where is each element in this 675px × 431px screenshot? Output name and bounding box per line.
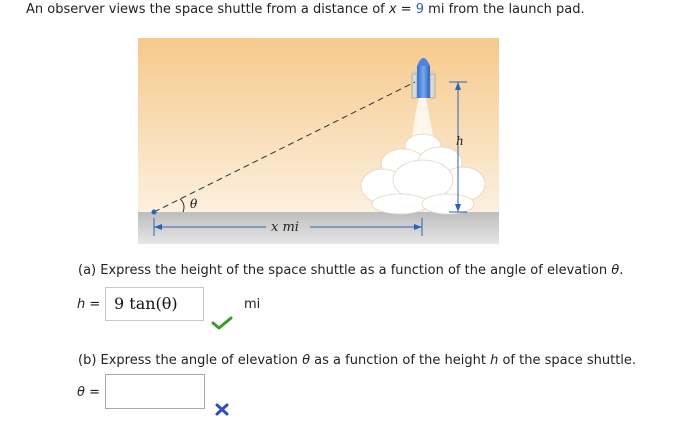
part-a-unit: mi [244,297,261,312]
part-b-answer-eq: = [84,385,100,400]
problem-suffix: mi from the launch pad. [424,2,585,17]
part-b-suffix: of the space shuttle. [498,353,637,368]
distance-label: x mi [271,220,299,235]
height-label: h [456,134,464,148]
part-b-prefix: (b) Express the angle of elevation [78,353,303,368]
problem-distance-value: 9 [415,2,425,17]
part-b-answer-var: θ [77,385,85,400]
problem-var-x: x [388,2,397,17]
part-a-answer-value: 9 tan(θ) [114,294,178,313]
incorrect-x-icon [215,403,229,416]
part-b-h: h [490,353,499,368]
part-b-prompt [78,353,636,368]
part-a-prompt [78,263,623,278]
part-a-prefix: (a) Express the height of the space shuttle as a function of the angle of elevation [78,263,612,278]
observer-point [152,210,157,215]
theta-label: θ [190,197,198,211]
shuttle-figure [138,38,499,244]
part-a-answer-label [77,297,100,312]
problem-equals: = [396,2,416,17]
part-a-theta: θ [611,263,620,278]
part-a-suffix: . [619,263,624,278]
problem-statement [26,2,585,17]
part-b-answer-input[interactable] [105,374,205,409]
part-a-answer-input[interactable] [105,287,204,321]
part-b-answer-label [77,385,100,400]
ground [138,212,499,244]
part-a-answer-eq: = [85,297,101,312]
problem-prefix: An observer views the space shuttle from a distance of [26,2,389,17]
part-b-theta: θ [302,353,311,368]
correct-check-icon [211,316,233,330]
part-b-middle: as a function of the height [310,353,491,368]
part-a-answer-var: h [77,297,86,312]
